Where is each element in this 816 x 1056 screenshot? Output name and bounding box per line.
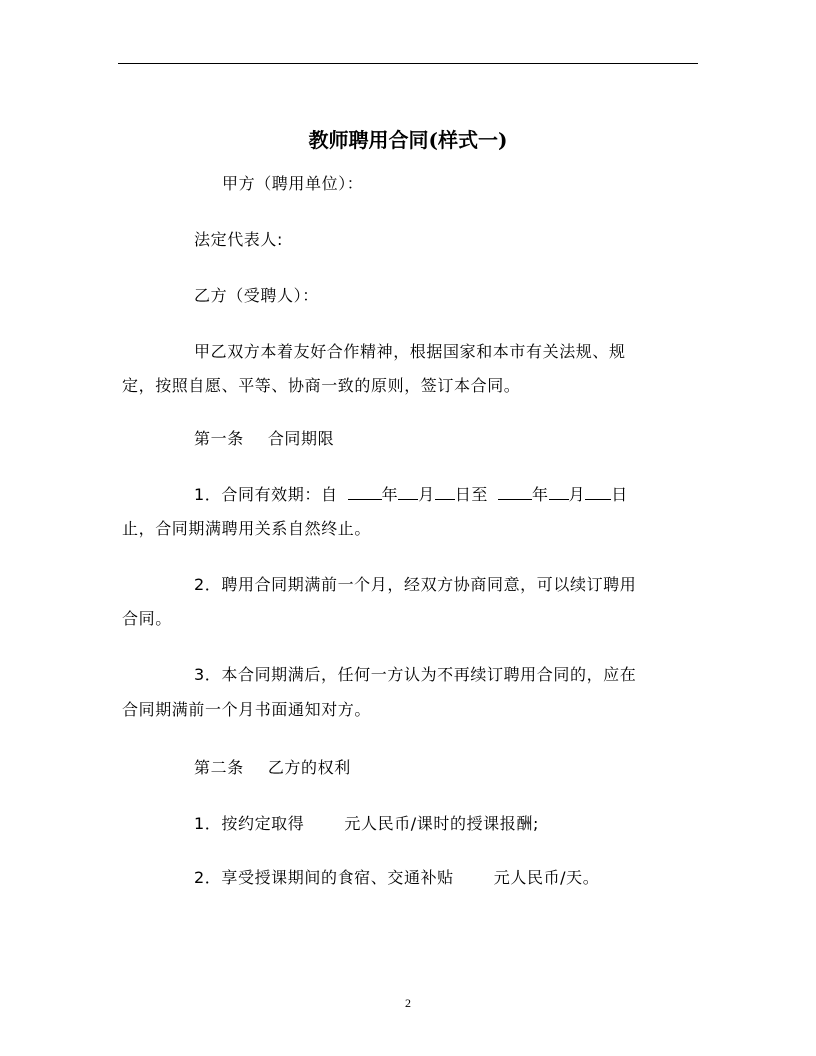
party-b-line: 乙方（受聘人）： [194,286,319,305]
party-a-line: 甲方（聘用单位）： [222,174,364,193]
start-day-blank [435,483,455,500]
end-day-blank [585,483,611,500]
article-2-title: 乙方的权利 [267,758,351,777]
article-2-heading [194,750,351,786]
start-year-blank [348,483,382,500]
clause-2-2-prefix: 2．享受授课期间的食宿、交通补贴 [194,868,454,887]
clause-2-2-suffix: 元人民币/天。 [493,868,600,887]
clause-2-2-line [194,860,599,896]
start-month-blank [398,483,418,500]
article-2-label: 第二条 [194,758,244,777]
clause-2-1-line [194,806,539,842]
clause-1-3-line-2: 合同期满前一个月书面通知对方。 [122,700,372,719]
start-month-unit: 月 [418,485,435,504]
end-month-blank [549,483,569,500]
start-day-unit: 日至 [454,485,489,504]
clause-1-1-line-1 [194,477,628,513]
clause-2-1-prefix: 1．按约定取得 [194,814,305,833]
end-year-blank [498,483,532,500]
clause-1-3-line-1: 3．本合同期满后，任何一方认为不再续订聘用合同的，应在 [194,665,637,684]
document-title: 教师聘用合同(样式一) [308,128,508,152]
page-number: 2 [405,996,411,1010]
article-1-heading [194,421,334,457]
clause-1-2-line-1: 2．聘用合同期满前一个月，经双方协商同意，可以续订聘用 [194,575,637,594]
end-month-unit: 月 [568,485,586,504]
clause-1-2-line-2: 合同。 [122,609,172,628]
end-day-unit: 日 [611,485,628,504]
article-1-title: 合同期限 [267,429,335,448]
clause-1-1-prefix: 1．合同有效期：自 [194,485,338,504]
intro-line-1: 甲乙双方本着友好合作精神，根据国家和本市有关法规、规 [194,342,626,361]
start-year-unit: 年 [381,485,399,504]
clause-1-1-line-2: 止，合同期满聘用关系自然终止。 [122,519,372,538]
article-1-label: 第一条 [194,429,244,448]
legal-representative-line: 法定代表人: [194,230,283,249]
header-rule [118,63,698,64]
intro-line-2: 定，按照自愿、平等、协商一致的原则，签订本合同。 [122,376,521,395]
clause-2-1-suffix: 元人民币/课时的授课报酬; [344,814,539,833]
end-year-unit: 年 [532,485,549,504]
